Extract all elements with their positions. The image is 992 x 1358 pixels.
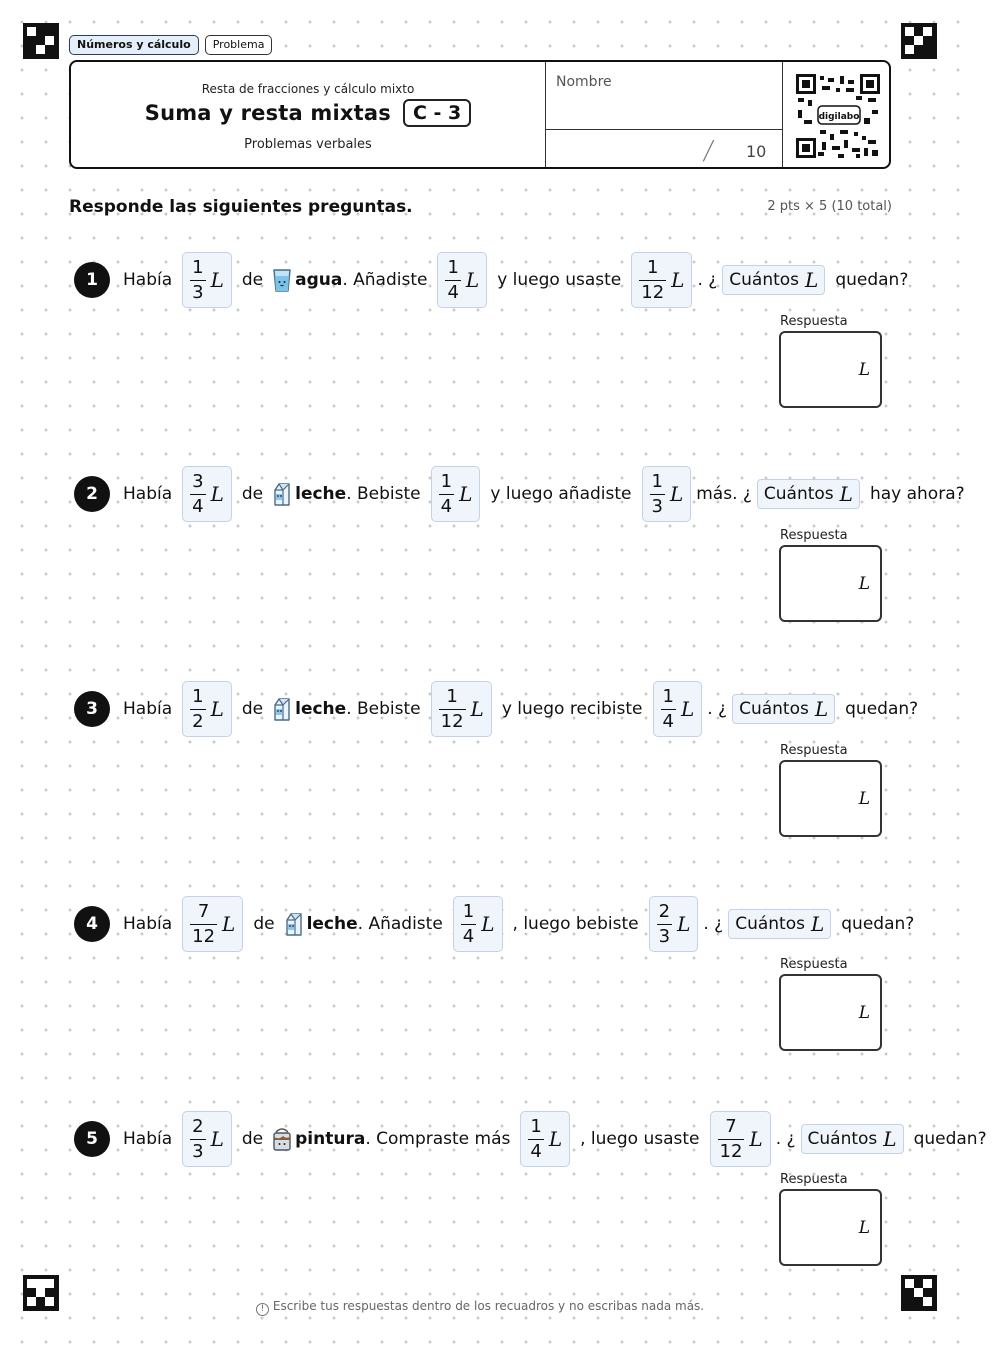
question-text <box>118 250 913 310</box>
answer-label: Respuesta <box>780 743 848 758</box>
fraction-denominator: 4 <box>447 281 459 303</box>
answer-unit: L <box>858 1218 870 1238</box>
text-pre-question: . ¿ <box>697 270 718 290</box>
fraction <box>190 685 205 732</box>
fraction <box>190 1115 205 1162</box>
question-number: 3 <box>74 691 110 727</box>
fraction-denominator: 4 <box>440 495 453 517</box>
fraction <box>190 900 217 947</box>
question-box <box>722 265 825 295</box>
unit-liter: L <box>749 1127 763 1151</box>
item-name: leche <box>295 484 347 504</box>
fraction <box>445 256 460 303</box>
answer-label: Respuesta <box>780 957 848 972</box>
unit-liter: L <box>459 482 473 506</box>
answer-unit: L <box>858 789 870 809</box>
problem-5 <box>74 1109 987 1169</box>
unit-liter: L <box>671 268 685 292</box>
unit-liter: L <box>210 697 224 721</box>
text-end: quedan? <box>835 270 909 290</box>
text-intro: Había <box>123 484 173 504</box>
question-number: 2 <box>74 476 110 512</box>
text-end: quedan? <box>841 914 915 934</box>
water-glass-icon <box>271 267 293 293</box>
points-info: 2 pts × 5 (10 total) <box>767 199 892 214</box>
fraction-quantity <box>431 466 481 522</box>
fraction <box>661 685 676 732</box>
text-de: de <box>241 484 264 504</box>
question-number: 1 <box>74 262 110 298</box>
unit-liter: L <box>470 697 484 721</box>
unit-liter: L <box>810 912 825 936</box>
fraction-numerator: 1 <box>462 900 475 922</box>
text-pre-question: . ¿ <box>703 914 724 934</box>
fraction-denominator: 12 <box>192 925 216 947</box>
fraction-quantity <box>182 681 232 737</box>
milk-carton-icon <box>283 911 305 937</box>
text-de: de <box>253 914 275 934</box>
fraction-numerator: 1 <box>646 256 659 278</box>
fraction <box>639 256 666 303</box>
instructions: Responde las siguientes preguntas. <box>69 197 413 217</box>
text-middle: y luego usaste <box>497 270 622 290</box>
category-tags <box>69 35 272 55</box>
ask-word: Cuántos <box>735 914 805 934</box>
question-box <box>801 1124 904 1154</box>
problem-4 <box>74 894 915 954</box>
fraction-denominator: 4 <box>192 495 204 517</box>
unit-liter: L <box>481 912 495 936</box>
fraction-denominator: 12 <box>440 710 464 732</box>
fraction-quantity <box>642 466 692 522</box>
text-pre-question: . ¿ <box>707 699 728 719</box>
fraction-denominator: 12 <box>641 281 665 303</box>
fraction <box>718 1115 745 1162</box>
text-intro: Había <box>123 699 173 719</box>
fraction-denominator: 3 <box>651 495 663 517</box>
text-after-item: . Bebiste <box>346 484 421 504</box>
corner-marker-top-right <box>901 23 937 59</box>
fraction-quantity <box>453 896 503 952</box>
ask-word: Cuántos <box>763 484 834 504</box>
question-text <box>118 679 923 739</box>
text-middle: , luego bebiste <box>512 914 639 934</box>
fraction <box>461 900 476 947</box>
worksheet-code: C - 3 <box>403 99 471 127</box>
item-name: leche <box>295 699 347 719</box>
fraction-quantity <box>653 681 703 737</box>
worksheet-header <box>69 60 891 169</box>
qr-code-icon <box>796 74 880 158</box>
worksheet-subtitle: Resta de fracciones y cálculo mixto <box>201 82 415 96</box>
fraction <box>439 685 466 732</box>
item-name: leche <box>306 914 358 934</box>
fraction-numerator: 2 <box>658 900 671 922</box>
text-after-item: . Añadiste <box>342 270 428 290</box>
worksheet-title: Suma y resta mixtas <box>144 101 391 125</box>
text-de: de <box>241 270 264 290</box>
tag-type: Problema <box>205 35 273 55</box>
ask-word: Cuántos <box>807 1129 878 1149</box>
answer-box[interactable] <box>779 545 882 622</box>
text-end: quedan? <box>845 699 919 719</box>
text-intro: Había <box>123 270 173 290</box>
unit-liter: L <box>839 482 853 506</box>
info-icon: ! <box>256 1303 269 1316</box>
question-box <box>757 479 860 509</box>
text-after-item: . Añadiste <box>357 914 443 934</box>
worksheet-description: Problemas verbales <box>244 137 372 152</box>
name-field[interactable] <box>545 62 782 167</box>
ask-word: Cuántos <box>739 699 809 719</box>
answer-box[interactable] <box>779 974 882 1051</box>
fraction-quantity <box>437 252 487 308</box>
score-total: 10 <box>746 142 767 161</box>
fraction-denominator: 4 <box>662 710 674 732</box>
fraction-quantity <box>182 466 232 522</box>
unit-liter: L <box>222 912 236 936</box>
fraction-denominator: 4 <box>530 1140 542 1162</box>
paint-can-icon <box>271 1126 293 1152</box>
fraction-numerator: 1 <box>530 1115 542 1137</box>
fraction-denominator: 3 <box>658 925 671 947</box>
question-number: 5 <box>74 1121 110 1157</box>
fraction-numerator: 2 <box>192 1115 204 1137</box>
fraction-quantity <box>182 252 232 308</box>
text-intro: Había <box>123 1129 173 1149</box>
qr-brand-text: digilabo <box>818 112 860 122</box>
footer-note <box>0 1299 960 1316</box>
question-text <box>118 894 919 954</box>
text-end: hay ahora? <box>869 484 965 504</box>
item-name: pintura <box>295 1129 366 1149</box>
problem-1 <box>74 250 909 310</box>
text-intro: Había <box>123 914 173 934</box>
corner-marker-top-left <box>23 23 59 59</box>
name-divider <box>546 129 782 130</box>
fraction-denominator: 12 <box>719 1140 743 1162</box>
name-label: Nombre <box>556 74 612 90</box>
unit-liter: L <box>210 1127 224 1151</box>
fraction <box>657 900 672 947</box>
fraction <box>439 470 454 517</box>
fraction-numerator: 1 <box>447 256 459 278</box>
question-box <box>732 694 835 724</box>
fraction-quantity <box>649 896 699 952</box>
text-de: de <box>241 1129 264 1149</box>
question-box <box>728 909 831 939</box>
question-text <box>118 464 970 524</box>
fraction-numerator: 3 <box>192 470 204 492</box>
unit-liter: L <box>669 482 684 506</box>
score-slash: / <box>701 136 716 166</box>
unit-liter: L <box>814 697 829 721</box>
fraction <box>650 470 665 517</box>
problem-2 <box>74 464 965 524</box>
unit-liter: L <box>680 697 695 721</box>
fraction-quantity <box>431 681 492 737</box>
unit-liter: L <box>465 268 480 292</box>
fraction-numerator: 1 <box>440 470 453 492</box>
text-middle: y luego recibiste <box>501 699 643 719</box>
ask-word: Cuántos <box>729 270 800 290</box>
fraction-numerator: 1 <box>651 470 663 492</box>
answer-label: Respuesta <box>780 314 848 329</box>
unit-liter: L <box>805 268 819 292</box>
answer-label: Respuesta <box>780 1172 848 1187</box>
text-pre-question: más. ¿ <box>696 484 752 504</box>
text-after-item: . Bebiste <box>346 699 421 719</box>
text-middle: y luego añadiste <box>490 484 632 504</box>
fraction-denominator: 3 <box>192 1140 204 1162</box>
fraction-quantity <box>182 1111 232 1167</box>
text-after-item: . Compraste más <box>365 1129 511 1149</box>
answer-unit: L <box>858 360 870 380</box>
fraction-numerator: 7 <box>725 1115 737 1137</box>
fraction-numerator: 1 <box>662 685 674 707</box>
fraction-quantity <box>710 1111 771 1167</box>
fraction-numerator: 7 <box>197 900 210 922</box>
text-pre-question: . ¿ <box>775 1129 796 1149</box>
tag-subject: Números y cálculo <box>69 35 199 55</box>
unit-liter: L <box>210 482 224 506</box>
fraction-quantity <box>631 252 692 308</box>
title-block <box>71 62 545 167</box>
fraction <box>190 470 205 517</box>
fraction-numerator: 1 <box>446 685 458 707</box>
answer-box[interactable] <box>779 760 882 837</box>
unit-liter: L <box>210 268 224 292</box>
answer-label: Respuesta <box>780 528 848 543</box>
question-number: 4 <box>74 906 110 942</box>
answer-box[interactable] <box>779 1189 882 1266</box>
problem-3 <box>74 679 919 739</box>
fraction-quantity <box>520 1111 570 1167</box>
fraction-denominator: 2 <box>192 710 204 732</box>
fraction-numerator: 1 <box>192 685 204 707</box>
text-end: quedan? <box>913 1129 987 1149</box>
item-name: agua <box>295 270 343 290</box>
unit-liter: L <box>548 1127 563 1151</box>
fraction-denominator: 4 <box>462 925 475 947</box>
footer-text: Escribe tus respuestas dentro de los recuadros y no escribas nada más. <box>272 1299 705 1313</box>
answer-unit: L <box>858 574 870 594</box>
fraction-denominator: 3 <box>192 281 204 303</box>
unit-liter: L <box>677 912 691 936</box>
fraction-quantity <box>182 896 243 952</box>
text-de: de <box>241 699 264 719</box>
fraction <box>528 1115 543 1162</box>
milk-carton-icon <box>271 696 293 722</box>
text-middle: , luego usaste <box>580 1129 700 1149</box>
milk-carton-icon <box>271 481 293 507</box>
answer-unit: L <box>858 1003 870 1023</box>
question-text <box>118 1109 992 1169</box>
answer-box[interactable] <box>779 331 882 408</box>
unit-liter: L <box>883 1127 897 1151</box>
fraction-numerator: 1 <box>192 256 204 278</box>
fraction <box>190 256 205 303</box>
qr-block <box>782 62 893 167</box>
